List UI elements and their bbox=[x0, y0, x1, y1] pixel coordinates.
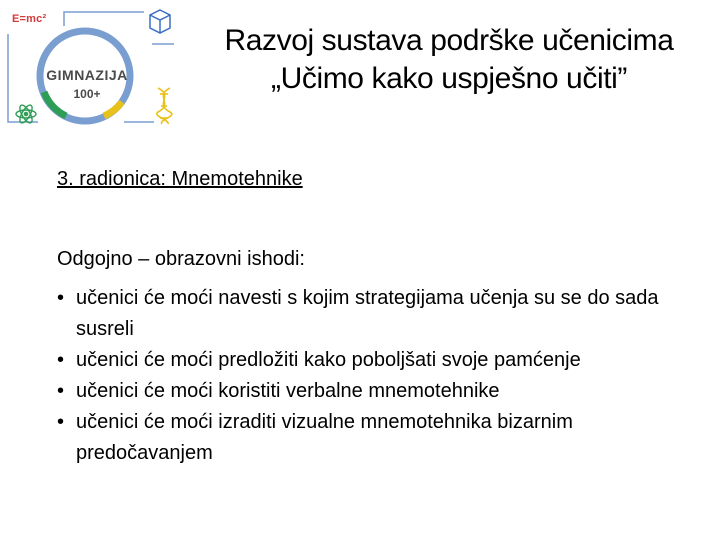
cube-icon bbox=[150, 10, 170, 33]
list-item bbox=[57, 345, 697, 376]
outcomes-heading-text: Odgojno – obrazovni ishodi bbox=[57, 248, 300, 270]
list-item-text: učenici će moći navesti s kojim strategijama učenja su se do sada susreli bbox=[76, 287, 659, 340]
title-line-2: „Učimo kako uspješno učiti” bbox=[271, 62, 627, 95]
list-item bbox=[57, 283, 697, 345]
outcomes-heading-colon: : bbox=[299, 248, 305, 270]
bullet: • bbox=[57, 287, 65, 309]
list-item-text: učenici će moći koristiti verbalne mnemotehnike bbox=[76, 380, 500, 402]
formula-text: E=mc² bbox=[12, 13, 47, 25]
outcomes-heading bbox=[57, 246, 305, 272]
bullet: • bbox=[57, 411, 65, 433]
dna-icon bbox=[157, 88, 172, 124]
bullet: • bbox=[57, 349, 65, 371]
list-item bbox=[57, 407, 697, 469]
title-line-1: Razvoj sustava podrške učenicima bbox=[224, 24, 674, 57]
school-logo bbox=[4, 4, 184, 130]
slide-title bbox=[178, 22, 720, 98]
list-item-text: učenici će moći predložiti kako poboljšati svoje pamćenje bbox=[76, 349, 581, 371]
workshop-label: 3. radionica: Mnemotehnike bbox=[57, 168, 303, 190]
bullet: • bbox=[57, 380, 65, 402]
logo-name-line1: GIMNAZIJA bbox=[46, 67, 128, 83]
list-item bbox=[57, 376, 697, 407]
logo-name-line2: 100+ bbox=[73, 87, 101, 101]
logo-name bbox=[46, 66, 128, 104]
list-item-text: učenici će moći izraditi vizualne mnemotehnika bizarnim predočavanjem bbox=[76, 411, 573, 464]
outcomes-list bbox=[57, 283, 697, 469]
